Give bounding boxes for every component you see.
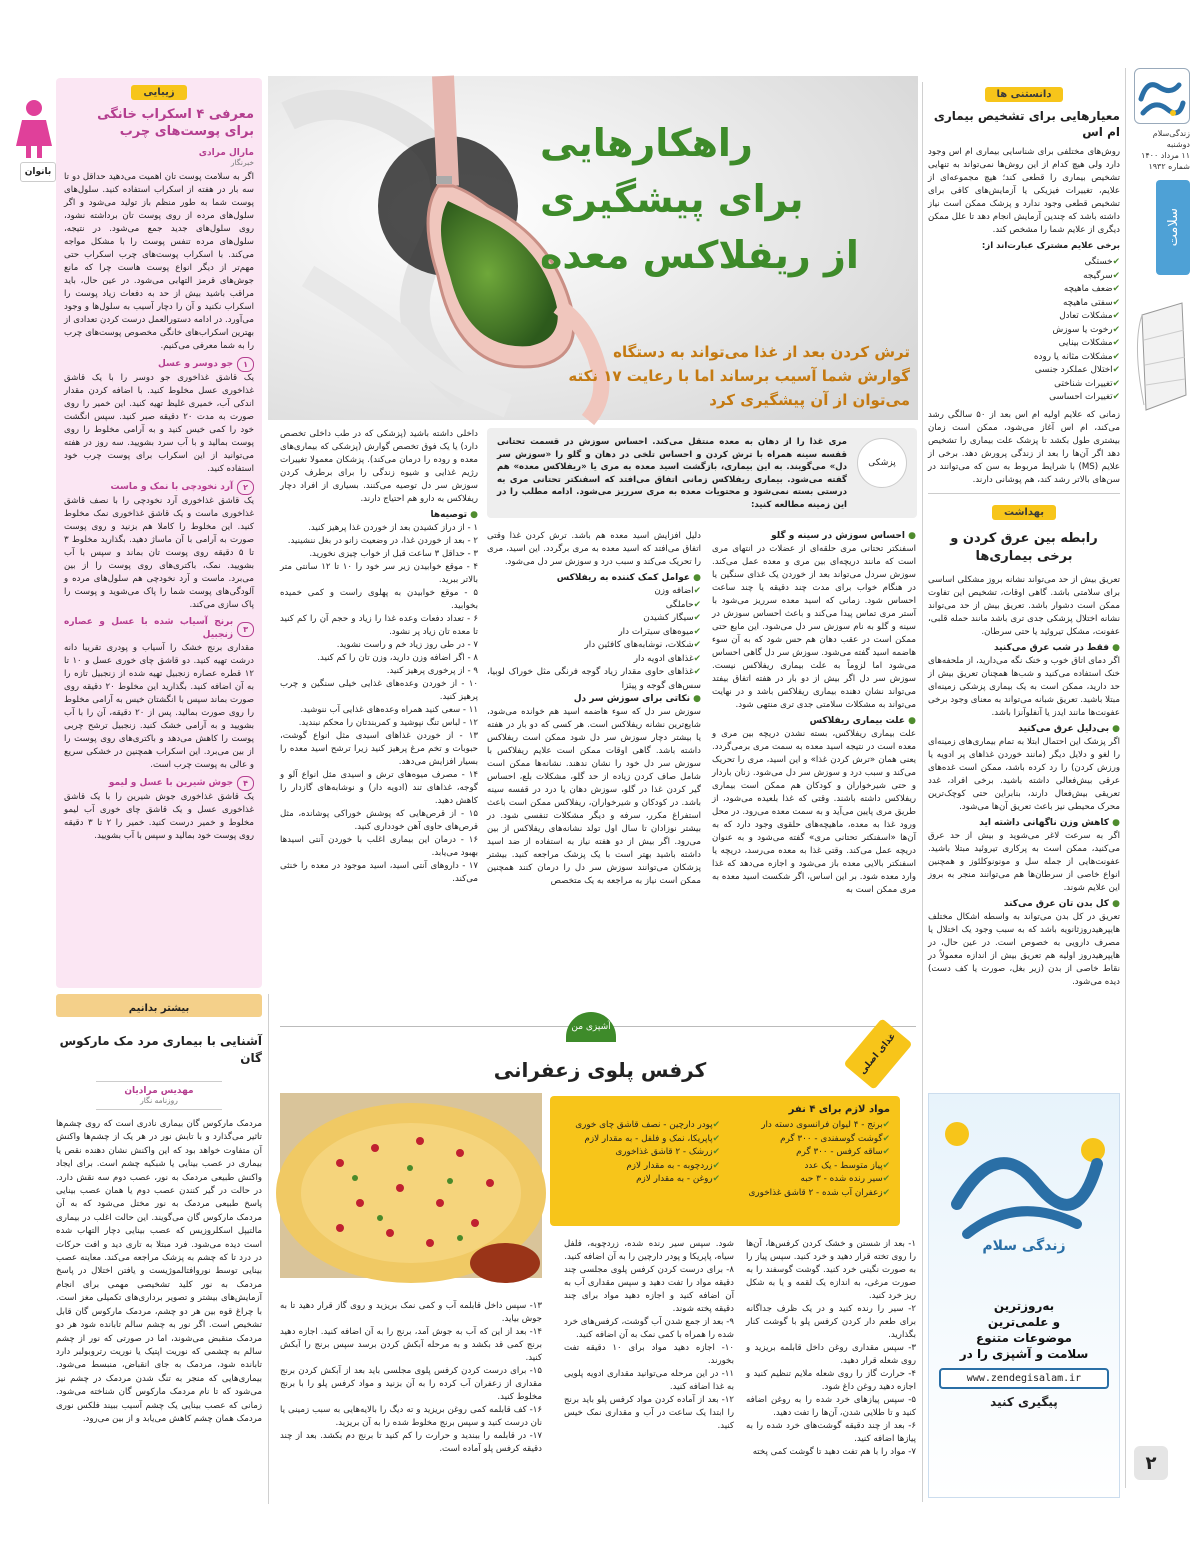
steps-col-3: ۱۳- سپس داخل قابلمه آب و کمی نمک بریزید و روی گاز قرار دهید تا به جوش بیاید. ۱۴- بعد از این که آب به جوش آمد، برنج را به آن اضافه کنید. اجازه دهید برنج کمی قد بکشد و به مرحله آبکش کردن برسد سپس برنج را آبکش کنید. ۱۵- برای درست کردن کرفس پلوی مجلسی باید بعد از آبکش کردن برنج مقداری از زعفران آب کرده را به آن بزنید و مواد کرفس پلو را با برنج مخلوط کنید. ۱۶- کف قابلمه کمی روغن بریزید و ته دیگ را بالایه‌هایی به سبب زمینی یا نان درست کنید و سپس برنج مخلوط شده را به آن بریزید. ۱۷- در قابلمه را ببندید و حرارت را کم کنید تا برنج دم بکشد. بعد از چند دقیقه کرفس پلو آماده است. [280, 1301, 542, 1454]
subheading: فقط در شب عرق می‌کنید [994, 642, 1109, 653]
factor-item: ✔ غذاهای ادویه دار [487, 653, 701, 667]
tag-label: غذای اصلی [857, 1031, 899, 1077]
paragraph: داخلی داشته باشید (پزشکی که در طب داخلی تخصص دارد) یا یک فوق تخصص گوارش (پزشکی که بیماری‌های معده و روده را درمان می‌کند). پزشکان معمولا تغییرات رژیم غذایی و شیوه زندگی را برای برطرف کردن سوزش سر دل توصیه می‌کنند. بسیاری از افراد دچار ریفلاکس به دارو هم احتیاج دارند. [280, 429, 478, 504]
scrub-title: آرد نخودچی با نمک و ماست [110, 482, 234, 492]
symptom-item: ✔ سرگیجه [928, 270, 1120, 284]
subheading: عوامل کمک کننده به ریفلاکس [556, 573, 690, 583]
ad-line: موضوعات متنوع [976, 1331, 1072, 1345]
subheading: علت بیماری ریفلاکس [809, 716, 905, 726]
badge-label: پزشکی [868, 458, 896, 468]
info-box [487, 428, 917, 518]
scrub-text: یک قاشق غذاخوری جوش شیرین را با یک قاشق غذاخوری عسل و یک قاشق چای خوری آب لیمو مخلوط و خمیر درست کنید. خمیر را ۲ تا ۳ دقیقه روی پوست خود بمالید و سپس با آب بشویید. [64, 792, 255, 841]
vertical-tag [843, 1018, 912, 1090]
steps-col-1: ۱- بعد از شستن و خشک کردن کرفس‌ها، آن‌ها را روی تخته قرار دهید و خرد کنید. سپس پیاز را به صورت نگینی خرد کنید. گوشت گوسفند را به صورت مرغی، به اندازه یک لقمه و یا به شکل ریز خرد کنید. ۲- سیر را رنده کنید و در یک ظرف جداگانه برای طعم دار کردن کرفس پلو با گوشت کنار بگذارید. ۳- سپس مقداری روغن داخل قابلمه بریزید و روی شعله قرار دهید. ۴- حرارت گاز را روی شعله ملایم تنظیم کنید و اجازه دهید روغن داغ شود. ۵- سپس پیازهای خرد شده را به روغن اضافه کنید و تا طلایی شدن، آن‌ها را تفت دهید. ۶- بعد از چند دقیقه گوشت‌های خرد شده را به پیازها اضافه کنید. ۷- مواد را با هم تفت دهید تا گوشت کمی پخته [746, 1239, 916, 1457]
list-title: برخی علایم مشترک عبارت‌اند از: [981, 241, 1120, 251]
factor-list [487, 585, 701, 693]
article-col-1: ● احساس سوزش در سینه و گلو اسفنکتر تحتانی مری حلقه‌ای از عضلات در انتهای مری است که مانند دریچه‌ای بین مری و معده عمل می‌کند. سوزش سردل می‌تواند بعد از خوردن یک غذای سنگین یا در هنگام خواب برای مدت چند دقیقه یا چند ساعت احساس شود. زمانی که اسید معده سرریز می‌شود با آستر مری تماس پیدا می‌کند و باعث احساس سوزش در سینه و گلو به نام سوزش سر دل می‌شود. این مایع حتی ممکن است در عقب دهان هم حس شود که به آن سوء هاضمه اسید گفته می‌شود. سوزش سر دل گاهی احساس می‌شود اما لزوماً به علت بیماری ریفلاکس نیست. سوزش سر دل اگر بیش از دو بار در هفته اتفاق بیفتد می‌تواند نشان دهنده بیماری ریفلاکس باشد و در نهایت می‌تواند به مشکلات سلامتی جدی تری منتهی شود. ● علت بیماری ریفلاکس علت بیماری ریفلاکس، بسته نشدن دریچه بین مری و معده است در نتیجه اسید معده به سمت مری برمی‌گردد. یعنی همان «ترش کردن غذا» و این اسید، مری را تحریک می‌کند و سبب درد و سوزش سر دل می‌شود. زنان باردار و حتی شیرخواران و کودکان هم ممکن است بیماری ریفلاکس داشته باشند. وقتی که غذا بلعیده می‌شود، از طریق مری پایین می‌آید و به سمت معده می‌رود. در محل ورود غذا به معده، ماهیچه‌های حلقوی وجود دارد که به آن‌ها «اسفنکتر تحتانی مری» گفته می‌شود و به عنوان دریچه عمل می‌کند. وقتی غذا به معده می‌رسد، دریچه یا اسفنکتر بالایی معده باز می‌شود و اجازه می‌دهد که غذا وارد معده شود. بر این اساس، اگر شکست اسید معده به مری ممکن است به [712, 531, 916, 895]
symptom-item: ✔ خستگی [928, 256, 1120, 270]
scrub-list [64, 357, 254, 843]
scrub-title: برنج آسیاب شده با عسل و عصاره زنجبیل [64, 617, 234, 640]
beauty-column [24, 78, 262, 988]
tip-item: ۶ - تعداد دفعات وعده غذا را زیاد و حجم آن را کم کنید تا معده تان زیاد پر نشود. [280, 614, 478, 637]
tag-label: آشپزی من [571, 1022, 611, 1032]
pezeshki-badge [857, 438, 907, 488]
factor-item: ✔ شکلات، نوشابه‌های کافئین دار [487, 639, 701, 653]
tip-item: ۱ - از دراز کشیدن بعد از خوردن غذا پرهیز کنید. [308, 523, 478, 533]
info-line: شماره ۱۹۳۲ [1148, 162, 1190, 171]
main-headline [540, 115, 910, 305]
ingredient-item: ✔ پودر دارچین - نصف قاشق چای خوری [560, 1119, 720, 1133]
section-tag: دانستنی ها [985, 87, 1064, 102]
article-title: آشنایی با بیماری مرد مک مارکوس گان [59, 1034, 262, 1065]
tip-item: ۱۷ - داروهای آنتی اسید، اسید موجود در معده را خنثی می‌کند. [280, 861, 478, 884]
ad-cta: پیگیری کنید [990, 1395, 1058, 1409]
ad-line: به‌روزترین [993, 1299, 1055, 1313]
tip-item: ۴ - موقع خوابیدن زیر سر خود را ۱۰ تا ۱۲ سانتی متر بالاتر ببرید. [280, 562, 478, 585]
author-role: خبرنگار [230, 158, 254, 167]
scrub-heading [64, 616, 254, 642]
section-label: سلامت [1165, 208, 1181, 247]
tip-item: ۱۰ - از خوردن وعده‌های غذایی خیلی سنگین و چرب پرهیز کنید. [280, 679, 478, 702]
tip-item: ۱۱ - سعی کنید همراه وعده‌های غذایی آب ننوشید. [300, 705, 478, 715]
info-line: ۱۱ مرداد ۱۴۰۰ [1141, 151, 1190, 160]
right-column [928, 82, 1120, 1090]
article-body [928, 146, 1120, 253]
subheading: بی‌دلیل عرق می‌کنید [1018, 723, 1109, 734]
tip-item: ۸ - اگر اضافه وزن دارید، وزن تان را کم کنید. [317, 653, 478, 663]
paragraph: زمانی که علایم اولیه ام اس بعد از ۵۰ سالگی رشد می‌کند، ام اس آغاز می‌شود، ممکن است زمان بیشتری طول بکشد تا پزشک علت بیماری را تشخیص دهد اگر آن‌ها را بعد از زندگی پرورش دهد. برخی از علایم (MS) با شرایط مربوط به سن که می‌توانند در سن‌های بالاتر رشد کند، هم پوشانی دارند. [928, 409, 1121, 485]
ingredient-item: ✔ برنج - ۴ لیوان فرانسوی دسته دار [730, 1119, 890, 1133]
article-title: رابطه بین عرق کردن و برخی بیماری‌ها [950, 530, 1098, 564]
recipe-tag [566, 1012, 616, 1042]
ingredient-item: ✔ روغن - به مقدار لازم [560, 1173, 720, 1187]
subheading: کل بدن تان عرق می‌کند [1003, 898, 1109, 909]
symptom-item: ✔ سفتی ماهیچه [928, 297, 1120, 311]
tip-item: ۱۴ - مصرف میوه‌های ترش و اسیدی مثل انواع آلو و گوجه، غذاهای تند (ادویه دار) و نوشابه‌های گازدار را کاهش دهید. [280, 770, 478, 806]
section-tab [1156, 180, 1190, 275]
paragraph: تعریق بیش از حد می‌تواند نشانه بروز مشکلی اساسی برای سلامتی باشد. گاهی اوقات، تشخیص این تفاوت ممکن است دشوار باشد. تعریق بیش از حد می‌تواند نشانه اختلال پزشکی جدی تری باشد مانند حمله قلبی، عفونت، مشکل تیروئید یا حتی سرطان. [928, 574, 1120, 637]
subheading: احساس سوزش در سینه و گلو [771, 531, 905, 541]
banoan-badge [20, 162, 56, 182]
scrub-heading [64, 480, 254, 495]
symptom-item: ✔ مشکلات مثانه یا روده [928, 351, 1120, 365]
paragraph: اسفنکتر تحتانی مری حلقه‌ای از عضلات در انتهای مری است که مانند دریچه‌ای بین مری و معده عمل می‌کند. سوزش سردل می‌تواند بعد از خوردن یک غذای سنگین یا در هنگام خواب برای مدت چند دقیقه یا چند ساعت احساس شود. زمانی که اسید معده سرریز می‌شود با آستر مری تماس پیدا می‌کند و باعث احساس سوزش در سینه و گلو به نام سوزش سر دل می‌شود. این مایع حتی ممکن است در عقب دهان هم حس شود که به آن سوء هاضمه اسید گفته می‌شود. سوزش سر دل گاهی احساس می‌شود اما لزوماً به علت بیماری ریفلاکس نیست. سوزش سر دل اگر بیش از دو بار در هفته اتفاق بیفتد می‌تواند نشان دهنده بیماری ریفلاکس باشد و در نهایت می‌تواند به مشکلات سلامتی جدی تری منتهی شود. [712, 544, 916, 710]
ingredient-item: ✔ زرشک - ۲ قاشق غذاخوری [560, 1146, 720, 1160]
scrub-number: ۱ [237, 357, 254, 372]
symptom-list [928, 256, 1120, 405]
paragraph: اگر دمای اتاق خوب و خنک نگه می‌دارید، از ملحفه‌های خنک استفاده می‌کنید و شب‌ها همچنان تعریق بیش از حد دارید، ممکن است به یک بیماری پزشکی زمینه‌ای مبتلا باشید. تعریق شبانه می‌تواند به معنای وجود برخی عفونت‌ها مانند ایدز یا آنفلوآنزا باشد. [928, 655, 1120, 718]
scrub-heading [64, 776, 254, 791]
section-tag: بیشتر بدانیم [128, 1003, 190, 1014]
headline-line: راهکارهایی [540, 121, 753, 165]
tip-item: ۲ - بعد از خوردن غذا، در وضعیت زانو در بغل ننشینید. [287, 536, 478, 546]
tip-item: ۳ - حداقل ۳ ساعت قبل از خواب چیزی نخورید. [309, 549, 478, 559]
ad-url[interactable] [939, 1368, 1109, 1389]
tip-item: ۷ - در طی روز زیاد خم و راست نشوید. [336, 640, 478, 650]
scrub-text: مقداری برنج خشک را آسیاب و پودری تقریبا دانه درشت تهیه کنید. دو قاشق چای خوری عسل و ۱۰ تا ۱۲ قطره عصاره زنجبیل تهیه شده از زنجبیل تازه را به آن اضافه کنید. بگذارید این مخلوط ۲۰ دقیقه روی صورت بماند سپس با انگشتان خیس به آرامی مخلوط را روی صورت بمالید. پس از ۲۰ دقیقه، آن را با آب بشویید و به آرامی خشک کنید. زنجبیل ترشح چربی پوست را کاهش می‌دهد و باکتری‌های روی پوست را از بین می‌برد. این اسکراب همچنین در خشکی سریع و عالی به پوست چرب است. [64, 643, 255, 770]
paragraph: اگر به سلامت پوست تان اهمیت می‌دهید حداقل دو تا سه بار در هفته از اسکراب استفاده کنید. سلول‌های پوست شما به طور منظم باز تولید می‌شود و اگر سلول‌های مرده از روی پوست تان برداشته نشود، روی سلول‌های جدید جمع می‌شود. در نتیجه، سلول‌های مرده تنفس پوست را با مشکل مواجه می‌کند. با اسکراب پوست‌های چرب اسکراب حتی مهم‌تر از دیگر انواع پوست هاست چرا که مانع جوش‌های قرمز التهابی می‌شود. در عین حال، باید مراقب باشید بیش از حد به دفعات زیاد پوست را اسکراب نکنید و آن را دچار آسیب به سلول‌ها و وجود می‌آورد. در ادامه دستورالعمل درست کردن تعدادی از بهترین اسکراب‌های خانگی مخصوص پوست‌های چرب را به شما معرفی می‌کنیم. [64, 172, 254, 351]
recipe-section [280, 1010, 916, 1505]
subheading: کاهش وزن ناگهانی داشته اید [979, 817, 1109, 828]
author-name: مارال مرادی [198, 148, 254, 158]
ad-logo: زندگی سلام [982, 1238, 1066, 1254]
subheading: نکاتی برای سوزش سر دل [573, 694, 690, 704]
section-tag: بهداشت [992, 505, 1056, 520]
ingredients-box [550, 1096, 900, 1226]
box-text: مری غذا را از دهان به معده منتقل می‌کند. احساس سوزش در قسمت تحتانی قفسه سینه همراه با ترش کردن و احساس تلخی در دهان و گلو را «سوزش سر دل» می‌گویند. به این بیماری، بازگشت اسید معده به مری یا «ریفلاکس معده» هم گفته می‌شود. بیماری ریفلاکس زمانی اتفاق می‌افتد که اسفنکتر تحتانی مری به درستی بسته نمی‌شود و محتویات معده به مری سرریز می‌شود. ادامه مطلب را در این زمینه مطالعه کنید: [497, 437, 847, 510]
masthead-info [1130, 128, 1190, 172]
recipe-title: کرفس پلوی زعفرانی [493, 1058, 707, 1082]
subheading: توصیه‌ها [430, 510, 467, 520]
paragraph: سوزش سر دل که سوء هاضمه اسید هم خوانده می‌شود، شایع‌ترین نشانه ریفلاکس است. هر کسی که دو بار در هفته یا بیشتر دچار سوزش سر دل شود ممکن است ریفلاکس داشته باشد. گاهی اوقات ممکن است علایم ریفلاکس با سوزش سر دل خود را نشان ندهند. نشانه‌ها ممکن است شامل صاف کردن زیاده از حد گلو، مشکلات بلع، احساس گیر کردن غذا در گلو، سوزش دهان یا درد در قفسه سینه باشد. در کودکان و شیرخواران، ریفلاکس ممکن است باعث استفراغ مکرر، سرفه و دیگر مشکلات تنفسی شود. در بیشتر نوزادان تا سال اول تولد نشانه‌های ریفلاکس از بین می‌رود. اگر بیش از دو هفته نیاز به استفاده از ضد اسید داشته باشید بهتر است با یک پزشک مراجعه کنید. بیشتر پزشکان می‌توانند سوزش سر دل را درمان کنند همچنین ممکن است نیاز به مراجعه به یک متخصص [487, 707, 701, 886]
badge-label: بانوان [24, 167, 52, 177]
tip-item: ۱۳ - از خوردن غذاهای اسیدی مثل انواع گوشت، حبوبات و تخم مرغ پرهیز کنید زیرا ترشح اسید معده را بسیار افزایش می‌دهد. [280, 731, 478, 767]
symptom-item: ✔ تغییرات شناختی [928, 378, 1120, 392]
article-title: معیارهایی برای تشخیص بیماری ام اس [933, 109, 1120, 139]
symptom-item: ✔ اختلال عملکرد جنسی [928, 364, 1120, 378]
scrub-title: جو دوسر و عسل [157, 359, 234, 369]
section-tag: زیبایی [131, 85, 186, 100]
symptom-item: ✔ ضعف ماهیچه [928, 283, 1120, 297]
info-line: دوشنبه [1166, 140, 1190, 149]
paragraph: علت بیماری ریفلاکس، بسته نشدن دریچه بین مری و معده است در نتیجه اسید معده به سمت مری برمی‌گردد. یعنی همان «ترش کردن غذا» و این اسید، مری را تحریک می‌کند و سبب درد و سوزش سر دل می‌شود. زنان باردار و حتی شیرخواران و کودکان هم ممکن است بیماری ریفلاکس داشته باشند. وقتی که غذا بلعیده می‌شود، از طریق مری پایین می‌آید و به سمت معده می‌رود. در محل ورود غذا به معده، ماهیچه‌های حلقوی وجود دارد که به آن‌ها «اسفنکتر تحتانی مری» گفته می‌شود و به عنوان دریچه عمل می‌کند. وقتی غذا به معده می‌رسد، دریچه یا اسفنکتر بالایی معده باز می‌شود و اجازه می‌دهد که غذا وارد معده شود. بر این اساس، اگر شکست اسید معده به مری ممکن است به [712, 729, 916, 895]
ingredient-item: ✔ زردچوبه - به مقدار لازم [560, 1160, 720, 1174]
paragraph: تعریق در کل بدن می‌تواند به واسطه اشکال مختلف هایپرهیدروزثانویه باشد که به سبب وجود یک اختلال یا مصرف دارویی به خصوص است. در عین حال، در هایپرهیدروز اولیه هم تعریق بیش از اندازه معمولاً در نقاط خاصی از بدن (زیر بغل، صورت یا کف دست) دیده می‌شود. [928, 911, 1120, 987]
info-line: زندگی‌سلام [1152, 129, 1190, 138]
author-name: مهدیس مرادیان [124, 1086, 194, 1096]
factor-item: ✔ میوه‌های سیترات دار [487, 626, 701, 640]
ingredient-item: ✔ گوشت گوسفندی - ۳۰۰ گرم [730, 1133, 890, 1147]
article-col-3: داخلی داشته باشید (پزشکی که در طب داخلی تخصص دارد) یا یک فوق تخصص گوارش (پزشکی که بیماری‌های معده و روده را درمان می‌کند). پزشکان معمولا تغییرات رژیم غذایی و شیوه زندگی را برای برطرف کردن سوزش سر دل توصیه می‌کنند. بسیاری از افراد دچار ریفلاکس به دارو هم احتیاج دارند. ● توصیه‌ها ۱ - از دراز کشیدن بعد از خوردن غذا پرهیز کنید. ۲ - بعد از خوردن غذا، در وضعیت زانو در بغل ننشینید. ۳ - حداقل ۳ ساعت قبل از خواب چیزی نخورید. ۴ - موقع خوابیدن زیر سر خود را ۱۰ تا ۱۲ سانتی متر بالاتر ببرید. ۵ - موقع خوابیدن به پهلوی راست و کمی خمیده بخوابید. ۶ - تعداد دفعات وعده غذا را زیاد و حجم آن را کم کنید تا معده تان زیاد پر نشود. ۷ - در طی روز زیاد خم و راست نشوید. ۸ - اگر اضافه وزن دارید، وزن تان را کم کنید. ۹ - از پرخوری پرهیز کنید. ۱۰ - از خوردن وعده‌های غذایی خیلی سنگین و چرب پرهیز کنید. ۱۱ - سعی کنید همراه وعده‌های غذایی آب ننوشید. ۱۲ - لباس تنگ نپوشید و کمربندتان را محکم نبندید. ۱۳ - از خوردن غذاهای اسیدی مثل انواع گوشت، حبوبات و تخم مرغ پرهیز کنید زیرا ترشح اسید معده را بسیار افزایش می‌دهد. ۱۴ - مصرف میوه‌های ترش و اسیدی مثل انواع آلو و گوجه، غذاهای تند (ادویه دار) و نوشابه‌های گازدار را کاهش دهید. ۱۵ - از قرص‌هایی که پوشش خوراکی پوشانده، مثل قرص‌های حاوی آهن خودداری کنید. ۱۶ - درمان این بیماری اغلب با خوردن آنتی اسیدها بهبود می‌یابد. ۱۷ - داروهای آنتی اسید، اسید موجود در معده را خنثی می‌کند. [280, 429, 478, 884]
lead-text: ترش کردن بعد از غذا می‌تواند به دستگاه گوارش شما آسیب برساند اما با رعایت ۱۷ نکته می‌توان از آن پیشگیری کرد [568, 343, 910, 409]
masthead [1130, 68, 1190, 1508]
factor-item: ✔ حاملگی [487, 599, 701, 613]
scrub-text: یک قاشق غذاخوری جو دوسر را با یک قاشق غذاخوری عسل مخلوط کنید. با اضافه کردن مقدار اندکی آب، خمیری غلیظ تهیه کنید. این خمیر را روی صورت به مدت ۲۰ دقیقه صبر کنید. سپس انگشت خود را کمی خیس کنید و به آرامی مخلوط را روی پوست بمالید و با آب سرد بشویید. سه روز در هفته می‌توانید از این اسکراب برای پوست چرب خود استفاده کنید. [64, 373, 254, 474]
symptom-item: ✔ رخوت یا سوزش [928, 324, 1120, 338]
mask-illustration [1134, 285, 1190, 425]
ingredient-list [560, 1119, 720, 1200]
tip-item: ۹ - از پرخوری پرهیز کنید. [386, 666, 478, 676]
factor-item: ✔ سیگار کشیدن [487, 612, 701, 626]
symptom-item: ✔ مشکلات بینایی [928, 337, 1120, 351]
tip-item: ۱۶ - درمان این بیماری اغلب با خوردن آنتی اسیدها بهبود می‌یابد. [280, 835, 478, 858]
paragraph: مردمک مارکوس گان بیماری نادری است که روی چشم‌ها تاثیر می‌گذارد و با تابش نور در هر یک از چشم‌ها واکنش آن متفاوت خواهد بود که این واکنش نشان دهنده نقص یا بیماری در عصب بینایی یا شبکیه چشم است. برای ایجاد واکنش طبیعی مردمک به نور، عصب دوم سه نقش دارد. در حالت در گیر کنندن عصب دوم یا همان عصب بینایی پاسخ طبیعی مردمک به نور مختل می‌شود که به آن مردمک مارکوس گان می‌گویند. این حالت اغلب در بیماری مالتیپل اسکلروزیس که عصب بینایی دچار التهاب شده است دیده می‌شود. فرد مبتلا به تاری دید و افت حرکات در درد تا که چشم به پزشک مراجعه می‌کند. معاینه عصب بینایی توسط نوروافتالموژیست و یافتن اختلال در پاسخ مردمک به نور کلید تشخیصی مهمی برای انجام آزمایش‌های بیشتر و تصویر برداری‌های تکمیلی مغز است. با چراغ قوه بین هر دو چشم، مردمک مارکوس گان قابل تشخیص است. اگر نور به چشم سالم تابانده شود هر دو مردمک منقبض می‌شوند، اما در صورتی که نور از چشم سالم به چشمی که نوریت اپتیک یا نوریت رتروبولبر دارد تابانده شود، مردمک به جای انقباض، منبسط می‌شود. بیماری‌هایی که منجر به تنگ شدن مردمک در چشم نیز می‌شود که تا نام مردمک مارکوس گان شناخته می‌شود. زمانی که عصب بینایی یک چشم آسیب ببیند فلکس نوری مردمک همان چشم کاهش می‌یابد و از بین می‌رود. [56, 1119, 262, 1424]
tip-item: ۱۲ - لباس تنگ نپوشید و کمربندتان را محکم نبندید. [298, 718, 478, 728]
author-role: روزنامه نگار [140, 1096, 178, 1105]
ingredient-item: ✔ ساقه کرفس - ۳۰۰ گرم [730, 1146, 890, 1160]
ingredient-item: ✔ سیر رنده شده - ۳ حبه [730, 1173, 890, 1187]
headline-line: از ریفلاکس معده [540, 233, 859, 277]
page-number-box [1134, 1446, 1168, 1480]
steps-col-2: شود. سپس سیر رنده شده، زردچوبه، فلفل سیاه، پاپریکا و پودر دارچین را به آن اضافه کنید. ۸- برای درست کردن کرفس پلوی مجلسی چند دقیقه مواد را تفت دهید و سپس مقداری آب به آن اضافه کنید و اجازه دهید مواد برای چند دقیقه پخته شوند. ۹- بعد از جمع شدن آب گوشت، کرفس‌های خرد شده را همراه با کمی نمک به آن اضافه کنید. ۱۰- اجازه دهید مواد برای ۱۰ دقیقه تفت بخورند. ۱۱- در این مرحله می‌توانید مقداری ادویه پلویی به غذا اضافه کنید. ۱۲- بعد از آماده کردن مواد کرفس پلو باید برنج را ابتدا یک ساعت در آب و مقداری نمک خیس کنید. [564, 1239, 734, 1431]
article-body: تعریق بیش از حد می‌تواند نشانه بروز مشکلی اساسی برای سلامتی باشد. گاهی اوقات، تشخیص این تفاوت ممکن است دشوار باشد. تعریق بیش از حد می‌تواند نشانه اختلال پزشکی جدی تری باشد مانند حمله قلبی، عفونت، مشکل تیروئید یا حتی سرطان. ● فقط در شب عرق می‌کنید اگر دمای اتاق خوب و خنک نگه می‌دارید، از ملحفه‌های خنک استفاده می‌کنید و شب‌ها همچنان تعریق بیش از حد دارید، ممکن است به یک بیماری پزشکی زمینه‌ای مبتلا باشید. تعریق شبانه می‌تواند به معنای وجود برخی عفونت‌ها مانند ایدز یا آنفلوآنزا باشد. ● بی‌دلیل عرق می‌کنید اگر پزشک این احتمال ابتلا به تمام بیماری‌های زمینه‌ای را لغو و دلایل دیگر (مانند خوردن غذاهای پر ادویه یا ورزش کردن) را رد کرده باشد، ممکن است غده‌های عرقی بیش‌فعالی داشته باشید. برخی افراد، غدد تعریقی بیش‌فعال دارند، بنابراین حتی کوچک‌ترین محرک محیطی نیز باعث تعریق آن‌ها می‌شود. ● کاهش وزن ناگهانی داشته اید اگر به سرعت لاغر می‌شوید و بیش از حد عرق می‌کنید، ممکن است به پرکاری تیروئید مبتلا باشید. عفونت‌هایی از جمله سل و مونونوکلئوز و همچنین انواع خاصی از سرطان‌ها هم می‌توانند منجر به بروز این علایم شوند. ● کل بدن تان عرق می‌کند تعریق در کل بدن می‌تواند به واسطه اشکال مختلف هایپرهیدروزثانویه باشد که به سبب وجود یک اختلال یا مصرف دارویی به خصوص است. در عین حال، در هایپرهیدروز اولیه هم تعریق بیش از اندازه معمولاً در نقاط خاصی از بدن (زیر بغل، صورت یا کف دست) دیده می‌شود. [928, 574, 1120, 987]
scrub-heading [64, 357, 254, 372]
ad-line: سلامت و آشپزی را در [959, 1347, 1089, 1361]
ingredients-title: مواد لازم برای ۴ نفر [788, 1104, 890, 1115]
paragraph: اگر به سرعت لاغر می‌شوید و بیش از حد عرق می‌کنید، ممکن است به پرکاری تیروئید مبتلا باشید. عفونت‌هایی از جمله سل و مونونوکلئوز و همچنین انواع خاصی از سرطان‌ها هم می‌توانند منجر به بروز این علایم شوند. [928, 830, 1120, 893]
lead [560, 340, 910, 415]
ad-illustration [927, 1094, 1119, 1254]
page-number: ۲ [1145, 1452, 1157, 1474]
scrub-title: جوش شیرین با عسل و لیمو [108, 778, 234, 788]
paragraph: دلیل افزایش اسید معده هم باشد. ترش کردن غذا وقتی اتفاق می‌افتد که اسید معده به مری برگردد. این اسید، مری را تحریک می‌کند و سبب درد و سوزش سر دل می‌شود. [487, 531, 701, 567]
woman-icon [14, 98, 54, 158]
symptom-item: ✔ مشکلات تعادل [928, 310, 1120, 324]
scrub-number: ۳ [237, 622, 254, 637]
article-col-2: دلیل افزایش اسید معده هم باشد. ترش کردن غذا وقتی اتفاق می‌افتد که اسید معده به مری برگردد. این اسید، مری را تحریک می‌کند و سبب درد و سوزش سر دل می‌شود. ● عوامل کمک کننده به ریفلاکس ✔ اضافه وزن ✔ حاملگی ✔ سیگار کشیدن ✔ میوه‌های سیترات دار ✔ شکلات، نوشابه‌های کافئین دار ✔ غذاهای ادویه دار ✔ غذاهای حاوی مقدار زیاد گوجه فرنگی مثل خوراک لوبیا، سس‌های گوجه و پیتزا ● نکاتی برای سوزش سر دل سوزش سر دل که سوء هاضمه اسید هم خوانده می‌شود، شایع‌ترین نشانه ریفلاکس است. هر کسی که دو بار در هفته یا بیشتر دچار سوزش سر دل شود ممکن است ریفلاکس داشته باشد. گاهی اوقات ممکن است علایم ریفلاکس با سوزش سر دل خود را نشان ندهند. نشانه‌ها ممکن است شامل صاف کردن زیاده از حد گلو، مشکلات بلع، احساس گیر کردن غذا در گلو، سوزش دهان یا درد در قفسه سینه باشد. در کودکان و شیرخواران، ریفلاکس ممکن است باعث استفراغ مکرر، سرفه و دیگر مشکلات تنفسی شود. در بیشتر نوزادان تا سال اول تولد نشانه‌های ریفلاکس از بین می‌رود. اگر بیش از دو هفته نیاز به استفاده از ضد اسید داشته باشید بهتر است با یک پزشک مراجعه کنید. بیشتر پزشکان می‌توانند سوزش سر دل را درمان کنند همچنین ممکن است نیاز به مراجعه به یک متخصص [487, 530, 701, 1000]
article-title: معرفی ۴ اسکراب خانگی برای پوست‌های چرب [97, 107, 254, 139]
ingredient-list [730, 1119, 890, 1200]
advertisement[interactable] [928, 1093, 1120, 1498]
scrub-number: ۴ [237, 776, 254, 791]
paragraph: اگر پزشک این احتمال ابتلا به تمام بیماری‌های زمینه‌ای را لغو و دلایل دیگر (مانند خوردن غذاهای پر ادویه یا ورزش کردن) را رد کرده باشد، ممکن است غده‌های عرقی بیش‌فعالی داشته باشید. برخی افراد، غدد تعریقی بیش‌فعال دارند، بنابراین حتی کوچک‌ترین محرک محیطی نیز باعث تعریق آن‌ها می‌شود. [928, 736, 1120, 812]
ingredient-item: ✔ پاپریکا، نمک و فلفل - به مقدار لازم [560, 1133, 720, 1147]
scrub-number: ۲ [237, 480, 254, 495]
symptom-item: ✔ تغییرات احساسی [928, 391, 1120, 405]
tip-item: ۵ - موقع خوابیدن به پهلوی راست و کمی خمیده بخوابید. [280, 588, 478, 611]
tip-item: ۱۵ - از قرص‌هایی که پوشش خوراکی پوشانده، مثل قرص‌های حاوی آهن خودداری کنید. [280, 809, 478, 832]
headline-line: برای پیشگیری [540, 177, 804, 221]
scrub-text: یک قاشق غذاخوری آرد نخودچی را با نصف قاشق غذاخوری ماست و یک قاشق غذاخوری نمک مخلوط کنید. این مخلوط را کاملا هم بزنید و روی پوست صورت به آرامی با آن ماساژ دهید. بگذارید مخلوط ۳ تا ۵ دقیقه روی پوست تان بماند و سپس با آب بشویید. نمک، باکتری‌های روی پوست را از بین می‌برد. ماست و آرد نخودچی هم سلول‌های مرده و آلودگی‌های پوست شما را پاک می‌شوید و پوست را پاک سازی می‌کند. [64, 496, 255, 610]
paragraph: روش‌های مختلفی برای شناسایی بیماری ام اس وجود دارد ولی هیچ کدام از این روش‌ها نمی‌تواند به تنهایی تشخیص بیماری را قطعی کند؛ هیچ مجموعه‌ای از علایم، تغییرات فیزیکی یا آزمایش‌های کافی برای تشخیص قطعی وجود ندارد و پزشک ممکن است نیاز داشته باشد که چندین آزمایش انجام دهد تا علل ممکن دیگری از علایم شما را مشخص کند. [928, 147, 1120, 235]
recipe-photo [280, 1093, 542, 1278]
ad-line: و علمی‌ترین [987, 1315, 1061, 1329]
ad-url-text: www.zendegisalam.ir [966, 1373, 1082, 1384]
ingredient-item: ✔ پیاز متوسط - یک عدد [730, 1160, 890, 1174]
ingredient-item: ✔ زعفران آب شده - ۲ قاشق غذاخوری [730, 1187, 890, 1201]
tips-list [280, 522, 478, 886]
logo [1134, 68, 1190, 124]
factor-item: ✔ غذاهای حاوی مقدار زیاد گوجه فرنگی مثل خوراک لوبیا، سس‌های گوجه و پیتزا [487, 666, 701, 693]
factor-item: ✔ اضافه وزن [487, 585, 701, 599]
more-article [56, 994, 262, 1504]
